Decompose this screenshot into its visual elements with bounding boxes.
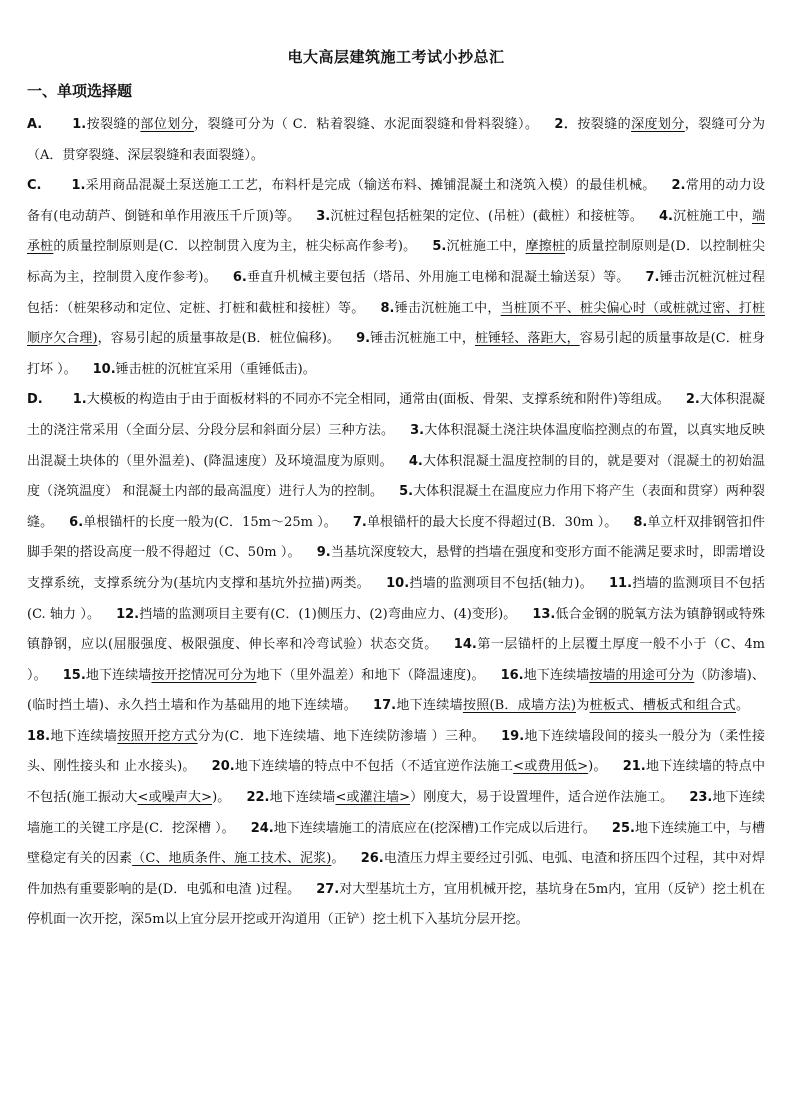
question-item: [212, 759, 607, 774]
question-text: )。: [212, 790, 231, 806]
question-text: 地下（里外温差）和地下（降温速度)。: [256, 667, 485, 683]
question-text: 第一层锚杆的上层覆土厚度一般不小于（C、4m ）。: [27, 637, 765, 683]
question-item: [373, 698, 749, 713]
question-number: 9.: [316, 545, 331, 561]
question-item: [27, 729, 485, 744]
question-number: 3.: [410, 422, 425, 438]
question-text: 。: [331, 851, 345, 867]
question-group: [27, 110, 765, 171]
question-number: 8.: [633, 514, 648, 530]
question-number: 25.: [611, 820, 635, 836]
question-text: 单根锚杆的长度一般为(C．15m～25m ）。: [83, 514, 337, 530]
group-letter: C.: [27, 178, 42, 194]
question-text: 地下连续墙的特点中不包括（不适宜逆作法施工: [234, 759, 514, 775]
question-number: 24.: [250, 820, 274, 836]
question-text: 地下连续墙: [396, 698, 463, 714]
question-number: 21.: [622, 759, 646, 775]
question-text: 当基坑深度较大，悬臂的挡墙在强度和变形方面不能满足要求时，即需增设支撑系统，支撑系统分为(基坑内支撑和基坑外拉描)两类。: [27, 545, 765, 591]
question-text: 地下连续墙: [85, 667, 152, 683]
question-number: 1.: [71, 178, 86, 194]
question-text: 分为(C．地下连续墙、地下连续防渗墙 ）三种。: [197, 728, 486, 744]
question-text: 单立杆双排钢管扣件脚手架的搭设高度一般不得超过（C、50m ）。: [27, 514, 765, 561]
underlined-text: 按照(B．成墙方法): [462, 698, 577, 714]
question-text: 地下连续墙段间的接头一般分为（柔性接头、刚性接头和 止水接头)。: [27, 728, 765, 775]
question-text: 锤击桩的沉桩宜采用（重锤低击)。: [115, 361, 316, 377]
question-text: 按裂缝的: [577, 117, 632, 132]
question-number: 15.: [62, 667, 86, 683]
question-number: 6.: [69, 514, 84, 530]
section-heading: 一、单项选择题: [27, 82, 133, 100]
question-text: 地下连续墙施工的清底应在(挖深槽)工作完成以后进行。: [273, 820, 596, 836]
question-item: [71, 178, 655, 193]
question-text: ，裂缝可分为（ C．粘着裂缝、水泥面裂缝和骨料裂缝）。: [194, 117, 539, 132]
question-text: 地下连续墙: [50, 728, 118, 744]
page-title: 电大高层建筑施工考试小抄总汇: [287, 48, 505, 66]
question-item: [116, 607, 516, 622]
question-number: 4.: [659, 208, 673, 224]
question-text: 沉桩施工中，: [446, 239, 526, 255]
question-text: 单根锚杆的最大长度不得超过(B．30m ）。: [366, 514, 618, 530]
question-number: 1.: [72, 117, 87, 132]
question-number: 22.: [246, 790, 270, 806]
underlined-text: 深度划分: [631, 117, 685, 132]
question-text: )。: [588, 759, 607, 775]
question-item: [69, 515, 337, 530]
question-text: 挡墙的监测项目不包括(轴力)。: [409, 575, 593, 591]
question-text: 对大型基坑土方，宜用机械开挖，基坑身在5m内，宜用（反铲）挖土机在停机面一次开挖，深5m以上宜分层开挖或开沟道用（正铲）挖土机下入基坑分层开挖。: [27, 881, 765, 928]
question-text: 低合金钢的脱氧方法为镇静钢或特殊镇静钢，应以(屈服强度、极限强度、伸长率和冷弯试验）状态交货。: [27, 606, 765, 653]
question-text: 。: [735, 698, 749, 714]
question-group: [27, 385, 765, 936]
question-number: 13.: [532, 606, 556, 622]
question-number: 20.: [211, 759, 235, 775]
question-item: [316, 209, 643, 224]
underlined-text: 桩板式、槽板式和组合式: [589, 698, 736, 714]
question-number: 1.: [72, 392, 87, 408]
question-text: ，容易引起的质量事故是(B．桩位偏移)。: [97, 331, 341, 347]
question-text: 大体积混凝土温度控制的目的，就是要对（混凝土的初始温度（浇筑温度） 和混凝土内部的最高温度）进行人为的控制。: [27, 453, 765, 500]
question-text: 锤击沉桩沉桩过程包括：（桩架移动和定位、定桩、打桩和截桩和接桩）等。: [27, 269, 765, 316]
question-text: 地下连续墙的特点中不包括(施工振动大: [27, 759, 765, 806]
question-item: [72, 117, 538, 132]
question-text: ，裂缝可分为（A．贯穿裂缝、深层裂缝和表面裂缝）。: [27, 117, 765, 163]
underlined-text: 按开挖情况可分为: [151, 667, 257, 683]
question-text: 的质量控制原则是(C．以控制贯入度为主，桩尖标高作参考)。: [53, 239, 417, 255]
question-number: 23.: [689, 790, 713, 806]
question-number: 18.: [27, 728, 51, 744]
question-item: [93, 362, 316, 377]
question-number: 8.: [380, 300, 395, 316]
question-number: 6.: [232, 269, 247, 285]
question-number: 4.: [408, 453, 423, 469]
question-item: [353, 515, 618, 530]
question-text: 的质量控制原则是(D．以控制桩尖标高为主，控制贯入度作参考)。: [27, 239, 765, 285]
question-text: （防渗墙)、(临时挡土墙)、永久挡土墙和作为基础用的地下连续墙。: [27, 667, 765, 714]
question-text: 沉桩施工中，: [672, 208, 752, 224]
question-number: 27.: [316, 881, 340, 897]
question-number: 5.: [399, 484, 414, 500]
question-item: [73, 392, 670, 407]
question-text: ）刚度大，易于设置埋件，适合逆作法施工。: [410, 790, 674, 806]
underlined-text: （C、地质条件、施工技术、泥浆): [132, 851, 332, 867]
question-text: 大体积混凝土在温度应力作用下将产生（表面和贯穿）两种裂缝。: [27, 484, 765, 530]
underlined-text: 摩擦桩: [525, 239, 566, 255]
question-text: 锤击沉桩施工中，: [394, 300, 501, 316]
question-number: 14.: [453, 637, 477, 653]
question-number: 2.: [671, 178, 686, 194]
question-number: 2.: [685, 392, 700, 408]
question-text: 常用的动力设备有(电动葫芦、倒链和单作用液压千斤顶)等。: [27, 178, 765, 224]
question-number: 16.: [500, 667, 524, 683]
question-text: 地下连续墙: [523, 667, 590, 683]
question-text: 为: [576, 698, 590, 714]
question-number: 26.: [360, 851, 384, 867]
question-text: 锤击沉桩施工中，: [370, 331, 475, 347]
group-letter: D.: [27, 392, 43, 408]
question-text: 挡墙的监测项目不包括(C. 轴力 ）。: [27, 575, 765, 622]
question-number: 19.: [501, 728, 525, 744]
question-text: 大体积混凝土的浇注常采用（全面分层、分段分层和斜面分层）三种方法。: [27, 392, 765, 438]
underlined-text: <或费用低>: [513, 759, 589, 775]
underlined-text: 按照开挖方式: [117, 728, 198, 744]
question-number: 12.: [116, 606, 140, 622]
question-item: [246, 790, 673, 805]
question-group: [27, 171, 765, 385]
question-text: 沉桩过程包括桩架的定位、(吊桩）(截桩）和接桩等。: [330, 208, 643, 224]
question-number: 10.: [92, 361, 116, 377]
underlined-text: 端承桩: [27, 208, 765, 255]
question-text: 挡墙的监测项目主要有(C．(1)侧压力、(2)弯曲应力、(4)变形)。: [139, 606, 517, 622]
question-text: 地下连续墙: [269, 790, 336, 806]
underlined-text: 按墙的用途可分为: [589, 667, 695, 683]
question-text: 电渣压力焊主要经过引弧、电弧、电渣和挤压四个过程，其中对焊件加热有重要影响的是(D．电弧和电渣 )过程。: [27, 851, 765, 897]
underlined-text: 部位划分: [140, 117, 195, 132]
question-number: 9.: [356, 331, 371, 347]
question-text: 采用商品混凝土泵送施工工艺，布料杆是完成（输送布料、摊铺混凝土和浇筑入模）的最佳机械。: [85, 178, 656, 194]
question-number: 5.: [432, 239, 447, 255]
underlined-text: 桩锤轻、落距大，: [474, 331, 580, 347]
question-number: 7.: [645, 269, 660, 285]
question-item: [233, 270, 630, 285]
question-number: 2．: [554, 117, 578, 132]
question-item: [63, 668, 485, 683]
question-number: 3.: [316, 208, 331, 224]
question-text: 大模板的构造由于由于面板材料的不同亦不完全相同，通常由(面板、骨架、支撑系统和附件)等组成。: [86, 392, 670, 408]
question-item: [251, 821, 596, 836]
question-text: 地下连续墙施工的关键工序是(C．挖深槽 ）。: [27, 790, 765, 836]
underlined-text: <或灌注墙>: [335, 790, 411, 806]
underlined-text: <或噪声大>: [137, 790, 213, 806]
question-number: 11.: [609, 575, 633, 591]
group-letter: A.: [27, 117, 43, 132]
question-item: [386, 576, 593, 591]
question-text: 大体积混凝土浇注块体温度临控测点的布置，以真实地反映出混凝土块体的（里外温差)、(降温速度）及环境温度为原则。: [27, 422, 765, 469]
underlined-text: 当桩顶不平、桩尖偏心时（或桩就过密、打桩顺序欠合理): [27, 300, 765, 347]
question-number: 17.: [373, 698, 397, 714]
question-list: [27, 110, 765, 936]
question-text: 地下连续施工中，与槽壁稳定有关的因素: [27, 820, 765, 867]
question-text: 容易引起的质量事故是(C．桩身打坏 ）。: [27, 331, 765, 377]
question-text: 垂直升机械主要包括（塔吊、外用施工电梯和混凝土输送泵）等。: [246, 269, 630, 285]
question-number: 10.: [386, 575, 410, 591]
question-text: 按裂缝的: [86, 117, 141, 132]
question-number: 7.: [352, 514, 367, 530]
